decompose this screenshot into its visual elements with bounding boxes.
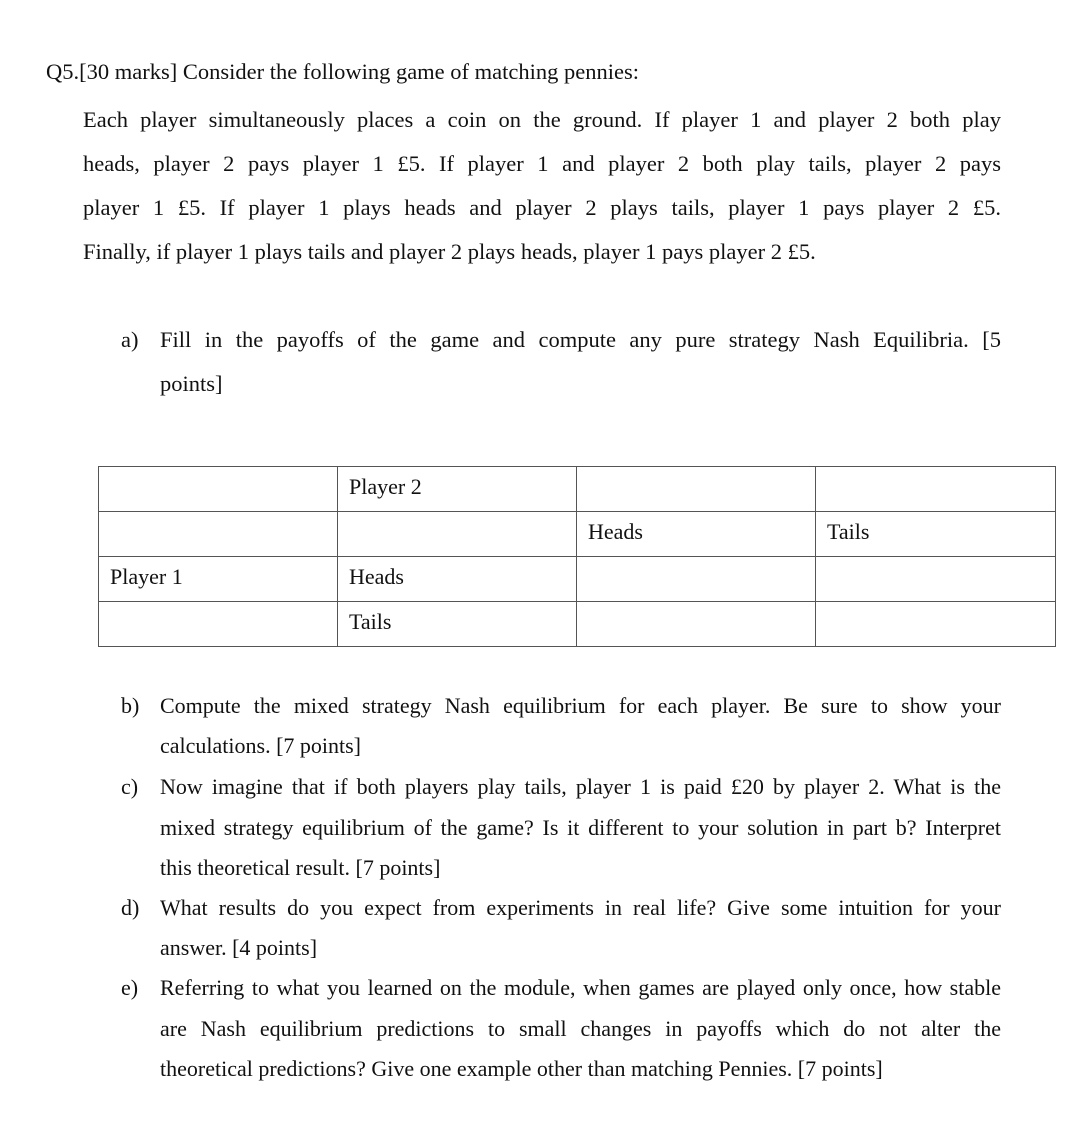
part-b-label: b) (121, 693, 140, 718)
part-e-line-2: are Nash equilibrium predictions to small changes in payoffs which do not alter the (160, 1015, 1001, 1041)
intro-line-2: heads, player 2 pays player 1 £5. If player 1 and player 2 both play tails, player 2 pays (83, 151, 1001, 176)
question-title: Q5.[30 marks] Consider the following game of matching pennies: (46, 59, 639, 84)
part-a-label: a) (121, 327, 139, 352)
part-e-label: e) (121, 975, 139, 1000)
table-cell-player-1: Player 1 (99, 557, 338, 602)
part-a-text (160, 318, 1001, 406)
part-b-line-2: calculations. [7 points] (160, 733, 362, 758)
table-row (99, 467, 1056, 512)
question-intro (83, 98, 1001, 274)
part-c-line-2: mixed strategy equilibrium of the game? Is it different to your solution in part b? Interpret (160, 814, 1001, 840)
part-b-line-1: Compute the mixed strategy Nash equilibrium for each player. Be sure to show your (160, 693, 1001, 718)
table-cell (338, 512, 577, 557)
payoff-cell-tails-heads (577, 602, 816, 647)
table-cell-player-2: Player 2 (338, 467, 577, 512)
table-cell-p2-tails: Tails (816, 512, 1056, 557)
part-d-label: d) (121, 895, 140, 920)
table-row (99, 602, 1056, 647)
table-row (99, 557, 1056, 602)
table-row (99, 512, 1056, 557)
part-e-line-1: Referring to what you learned on the module, when games are played only once, how stable (160, 975, 1001, 1000)
table-cell-p1-heads: Heads (338, 557, 577, 602)
part-d-line-1: What results do you expect from experiments in real life? Give some intuition for your (160, 895, 1001, 920)
part-e-text (160, 968, 1001, 1090)
table-cell-p1-tails: Tails (338, 602, 577, 647)
table-cell (816, 467, 1056, 512)
part-d-text (160, 888, 1001, 968)
intro-line-1: Each player simultaneously places a coin on the ground. If player 1 and player 2 both play (83, 107, 1001, 132)
part-b-text (160, 686, 1001, 766)
part-c-line-1: Now imagine that if both players play tails, player 1 is paid £20 by player 2. What is the (160, 774, 1001, 799)
payoff-table (98, 466, 1056, 647)
part-a-line-2: points] (160, 371, 223, 396)
intro-line-4: Finally, if player 1 plays tails and player 2 plays heads, player 1 pays player 2 £5. (83, 239, 816, 264)
payoff-cell-heads-heads (577, 557, 816, 602)
table-cell (99, 512, 338, 557)
part-c-label: c) (121, 774, 139, 799)
table-cell (99, 467, 338, 512)
part-c-text (160, 767, 1001, 889)
payoff-cell-heads-tails (816, 557, 1056, 602)
intro-line-3: player 1 £5. If player 1 plays heads and player 2 plays tails, player 1 pays player 2 £5. (83, 195, 1001, 220)
payoff-cell-tails-tails (816, 602, 1056, 647)
part-e-line-3: theoretical predictions? Give one example other than matching Pennies. [7 points] (160, 1056, 883, 1081)
part-c-line-3: this theoretical result. [7 points] (160, 855, 441, 880)
table-cell-p2-heads: Heads (577, 512, 816, 557)
part-d-line-2: answer. [4 points] (160, 935, 318, 960)
table-cell (99, 602, 338, 647)
table-cell (577, 467, 816, 512)
part-a-line-1: Fill in the payoffs of the game and compute any pure strategy Nash Equilibria. [5 (160, 327, 1001, 352)
